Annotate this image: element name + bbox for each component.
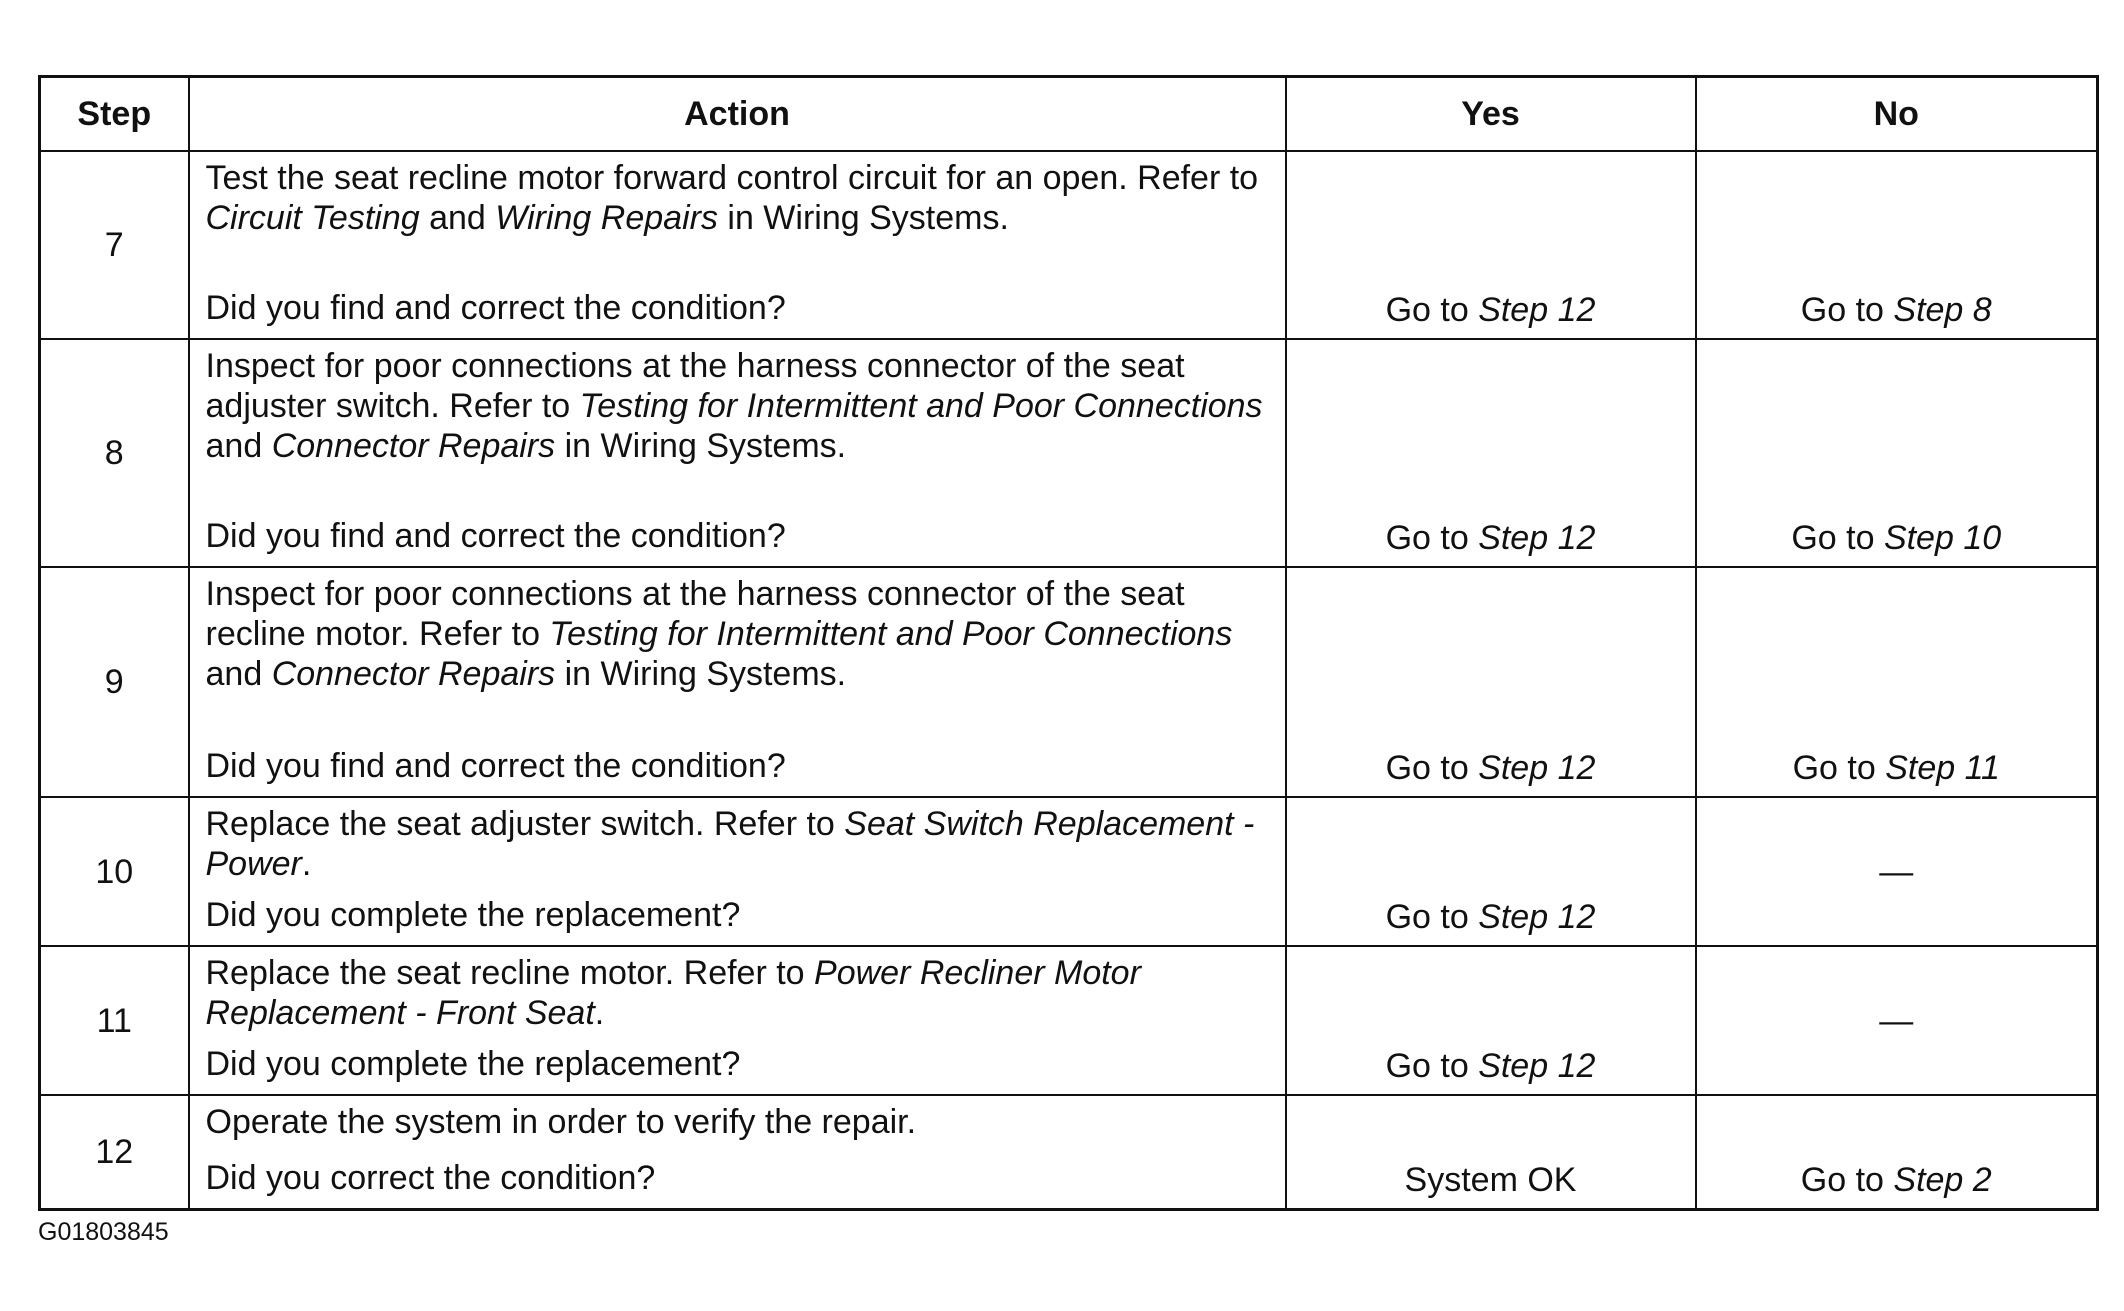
step-number: 11	[40, 946, 189, 1095]
header-step: Step	[40, 77, 189, 152]
action-question: Did you find and correct the condition?	[205, 289, 786, 327]
table-row	[40, 339, 2098, 567]
action-instruction: Replace the seat recline motor. Refer to Power Recliner Motor Replacement - Front Seat.	[205, 954, 1141, 1032]
step-number: 7	[40, 151, 189, 339]
step-number: 8	[40, 339, 189, 567]
action-cell	[189, 1095, 1286, 1210]
step-number: 9	[40, 567, 189, 797]
action-cell	[189, 339, 1286, 567]
action-question: Did you complete the replacement?	[205, 1045, 741, 1083]
yes-cell: Go to Step 12	[1286, 797, 1696, 946]
action-instruction: Replace the seat adjuster switch. Refer to Seat Switch Replacement - Power.	[205, 805, 1255, 883]
figure-id: G01803845	[38, 1218, 169, 1246]
action-instruction: Inspect for poor connections at the harness connector of the seat recline motor. Refer to Testing for Intermittent and Poor Connections and Connector Repairs in Wiring Systems.	[205, 575, 1233, 693]
action-question: Did you find and correct the condition?	[205, 517, 786, 555]
action-cell	[189, 797, 1286, 946]
action-cell	[189, 151, 1286, 339]
no-cell: Go to Step 10	[1696, 339, 2098, 567]
no-cell: —	[1696, 797, 2098, 946]
no-cell: Go to Step 2	[1696, 1095, 2098, 1210]
action-question: Did you find and correct the condition?	[205, 747, 786, 785]
table-body	[40, 151, 2098, 1210]
action-question: Did you complete the replacement?	[205, 896, 741, 934]
no-cell: —	[1696, 946, 2098, 1095]
header-row	[40, 77, 2098, 152]
step-number: 12	[40, 1095, 189, 1210]
no-cell: Go to Step 8	[1696, 151, 2098, 339]
action-cell	[189, 946, 1286, 1095]
table-row	[40, 151, 2098, 339]
table-row	[40, 797, 2098, 946]
diagnostic-table	[38, 75, 2099, 1211]
table-row	[40, 946, 2098, 1095]
table-row	[40, 1095, 2098, 1210]
header-no: No	[1696, 77, 2098, 152]
yes-cell: System OK	[1286, 1095, 1696, 1210]
action-instruction: Inspect for poor connections at the harness connector of the seat adjuster switch. Refer to Testing for Intermittent and Poor Connections and Connector Repairs in Wiring Systems.	[205, 347, 1263, 465]
action-cell	[189, 567, 1286, 797]
action-instruction: Test the seat recline motor forward control circuit for an open. Refer to Circuit Testing and Wiring Repairs in Wiring Systems.	[205, 159, 1259, 237]
yes-cell: Go to Step 12	[1286, 339, 1696, 567]
table-row	[40, 567, 2098, 797]
header-yes: Yes	[1286, 77, 1696, 152]
step-number: 10	[40, 797, 189, 946]
yes-cell: Go to Step 12	[1286, 946, 1696, 1095]
action-question: Did you correct the condition?	[205, 1159, 656, 1197]
header-action: Action	[189, 77, 1286, 152]
yes-cell: Go to Step 12	[1286, 151, 1696, 339]
no-cell: Go to Step 11	[1696, 567, 2098, 797]
action-instruction: Operate the system in order to verify the repair.	[205, 1103, 917, 1141]
yes-cell: Go to Step 12	[1286, 567, 1696, 797]
